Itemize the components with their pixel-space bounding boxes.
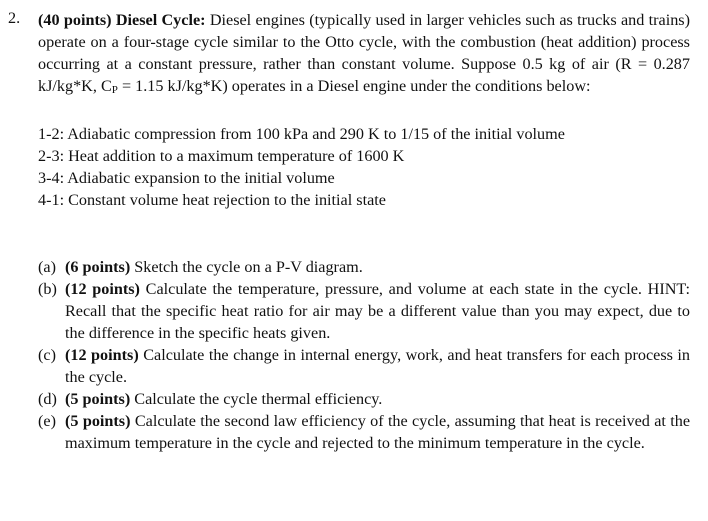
problem-title: Diesel Cycle: <box>115 11 206 29</box>
part-points: (12 points) <box>65 346 139 364</box>
problem-points: (40 points) <box>38 11 112 29</box>
conditions-list <box>38 123 698 211</box>
condition-item: 1-2: Adiabatic compression from 100 kPa and 290 K to 1/15 of the initial volume <box>38 125 565 143</box>
part-text: Calculate the second law efficiency of the cycle, assuming that heat is received at the maximum temperature in the cycle and rejected to the minimum temperature in the cycle. <box>65 412 691 452</box>
problem-intro-text-end: = 1.15 kJ/kg*K) operates in a Diesel engine under the conditions below: <box>117 77 591 95</box>
condition-item: 2-3: Heat addition to a maximum temperature of 1600 K <box>38 147 405 165</box>
part-points: (12 points) <box>65 280 140 298</box>
part-text: Sketch the cycle on a P-V diagram. <box>134 258 363 276</box>
part-a <box>38 256 690 278</box>
condition-item: 3-4: Adiabatic expansion to the initial volume <box>38 169 335 187</box>
part-text: Calculate the temperature, pressure, and volume at each state in the cycle. HINT: Recall that the specific heat ratio for air may be a different value than you may expect, due to the difference in the specific heats given. <box>65 280 690 342</box>
part-letter: (b) <box>38 280 57 298</box>
part-text: Calculate the cycle thermal efficiency. <box>134 390 383 408</box>
part-c <box>38 344 690 388</box>
cp-subscript: P <box>111 84 118 96</box>
part-text: Calculate the change in internal energy, work, and heat transfers for each process in the cycle. <box>65 346 690 386</box>
part-letter: (d) <box>38 390 57 408</box>
part-letter: (a) <box>38 258 56 276</box>
problem-intro-text: Diesel engines (typically used in larger vehicles such as trucks and trains) operate on a four-stage cycle similar to the Otto cycle, with the combustion (heat addition) process occurring at a constant pressure, rather than constant volume. Suppose 0.5 kg of air (R = 0.287 kJ/kg*K, C <box>38 11 691 95</box>
part-d <box>38 388 690 410</box>
condition-item: 4-1: Constant volume heat rejection to the initial state <box>38 191 386 209</box>
part-points: (6 points) <box>65 258 131 276</box>
part-points: (5 points) <box>65 390 131 408</box>
problem-number: 2. <box>8 9 21 27</box>
part-letter: (e) <box>38 412 56 430</box>
parts-list <box>38 256 690 454</box>
part-points: (5 points) <box>65 412 131 430</box>
part-letter: (c) <box>38 346 56 364</box>
part-b <box>38 278 690 344</box>
part-e <box>38 410 690 454</box>
problem-intro <box>38 9 690 101</box>
problem-2 <box>8 9 698 454</box>
